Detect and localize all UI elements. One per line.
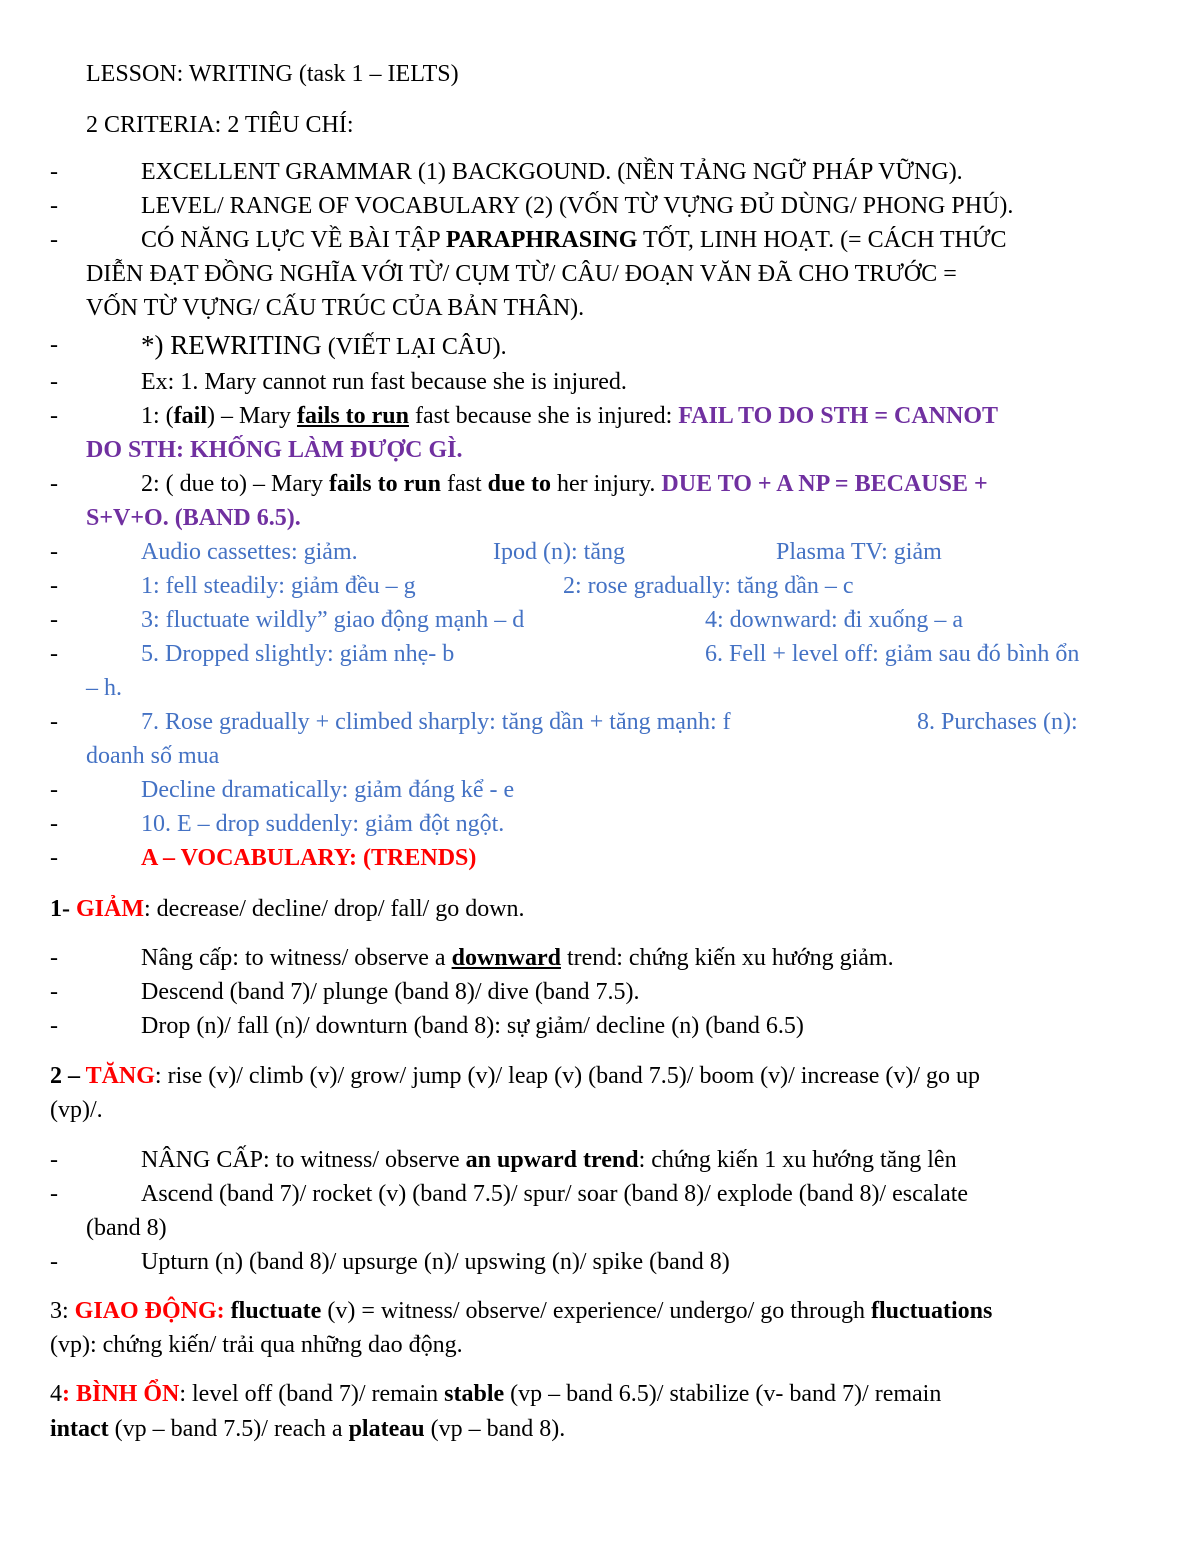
increase-bullet-2-cont: (band 8) (86, 1215, 167, 1241)
stable-line-2: intact (vp – band 7.5)/ reach a plateau (vp – band 8). (50, 1416, 566, 1442)
rewrite-2-line-2: S+V+O. (BAND 6.5). (86, 505, 301, 531)
dash: - (50, 193, 58, 219)
dash: - (50, 227, 58, 253)
dash: - (50, 159, 58, 185)
section-stable: 4: BÌNH ỔN: level off (band 7)/ remain stable (vp – band 6.5)/ stabilize (v- band 7)/ remain (50, 1381, 942, 1407)
fluctuate-line-2: (vp): chứng kiến/ trải qua những dao động. (50, 1332, 463, 1358)
dash: - (50, 369, 58, 395)
increase-line-2: (vp)/. (50, 1097, 103, 1123)
dash: - (50, 471, 58, 497)
section-fluctuate: 3: GIAO ĐỘNG: fluctuate (v) = witness/ observe/ experience/ undergo/ go through fluctuations (50, 1298, 993, 1324)
paraphrasing-line-2: DIỄN ĐẠT ĐỒNG NGHĨA VỚI TỪ/ CỤM TỪ/ CÂU/ ĐOẠN VĂN ĐÃ CHO TRƯỚC = (86, 261, 957, 287)
dash: - (50, 403, 58, 429)
section-decrease: 1- GIẢM: decrease/ decline/ drop/ fall/ go down. (50, 896, 525, 922)
blue-line-4-cont: – h. (86, 675, 122, 701)
dash: - (50, 332, 58, 358)
section-increase: 2 – TĂNG: rise (v)/ climb (v)/ grow/ jump (v)/ leap (v) (band 7.5)/ boom (v)/ increase (v)/ go up (50, 1063, 981, 1089)
document-page: LESSON: WRITING (task 1 – IELTS) 2 CRITERIA: 2 TIÊU CHÍ: - EXCELLENT GRAMMAR (1) BACKGOUND. (NỀN TẢNG NGỮ PHÁP VỮNG). - LEVEL/ RANGE OF VOCABULARY (2) (VỐN TỪ VỰNG ĐỦ DÙNG/ PHONG PHÚ). - CÓ NĂNG LỰC VỀ BÀI TẬP PARAPHRASING TỐT, LINH HOẠT. (= CÁCH THỨC DIỄN ĐẠT ĐỒNG NGHĨA VỚI TỪ/ CỤM TỪ/ CÂU/ ĐOẠN VĂN ĐÃ CHO TRƯỚC = VỐN TỪ VỰNG/ CẤU TRÚC CỦA BẢN THÂN). - *) REWRITING (VIẾT LẠI CÂU). - Ex: 1. Mary cannot run fast because she is injured. - 1: (fail) – Mary fails to run fast because she is injured: FAIL TO DO STH = CANNOT DO STH: KHỐNG LÀM ĐƯỢC GÌ. - 2: ( due to) – Mary fails to run fast due to her injury. DUE TO + A NP = BECAUSE + S+V+O. (BAND 6.5). - Audio cassettes: giảm. Ipod (n): tăng Plasma TV: giảm - 1: fell steadily: giảm đều – g 2: rose gradually: tăng dần – c - 3: fluctuate wildly” giao động mạnh – d 4: downward: đi xuống – a - 5. Dropped slightly: giảm nhẹ- b 6. Fell + level off: giảm sau đó bình ổn – h. - 7. Rose gradually + climbed sharply: tăng dần + tăng mạnh: f 8. Purchases (n): doanh số mua - Decline dramatically: giảm đáng kể - e - 10. E – drop suddenly: giảm đột ngột. - A – VOCABULARY: (TRENDS) 1- GIẢM: decrease/ decline/ drop/ fall/ go down. - Nâng cấp: to witness/ observe a downward trend: chứng kiến xu hướng giảm. - Descend (band 7)/ plunge (band 8)/ dive (band 7.5). - Drop (n)/ fall (n)/ downturn (band 8): sự giảm/ decline (n) (band 6.5) 2 – TĂNG: rise (v)/ climb (v)/ grow/ jump (v)/ leap (v) (band 7.5)/ boom (v)/ increase (v)/ go up (vp)/. - NÂNG CẤP: to witness/ observe an upward trend: chứng kiến 1 xu hướng tăng lên - Ascend (band 7)/ rocket (v) (band 7.5)/ spur/ soar (band 8)/ explode (band 8)/ escalate (band 8) - Upturn (n) (band 8)/ upsurge (n)/ upswing (n)/ spike (band 8) 3: GIAO ĐỘNG: fluctuate (v) = witness/ observe/ experience/ undergo/ go through fluctuations (vp): chứng kiến/ trải qua những dao động. 4: BÌNH ỔN: level off (band 7)/ remain stable (vp – band 6.5)/ stabilize (v- band 7)/ remain intact (vp – band 7.5)/ reach a plateau (vp – band 8). (0, 0, 1200, 1553)
lesson-title: LESSON: WRITING (task 1 – IELTS) (86, 61, 459, 87)
paraphrasing-line-3: VỐN TỪ VỰNG/ CẤU TRÚC CỦA BẢN THÂN). (86, 295, 585, 321)
criteria-heading: 2 CRITERIA: 2 TIÊU CHÍ: (86, 112, 354, 138)
rewrite-1-line-2: DO STH: KHỐNG LÀM ĐƯỢC GÌ. (86, 437, 463, 463)
blue-line-5-cont: doanh số mua (86, 743, 220, 769)
